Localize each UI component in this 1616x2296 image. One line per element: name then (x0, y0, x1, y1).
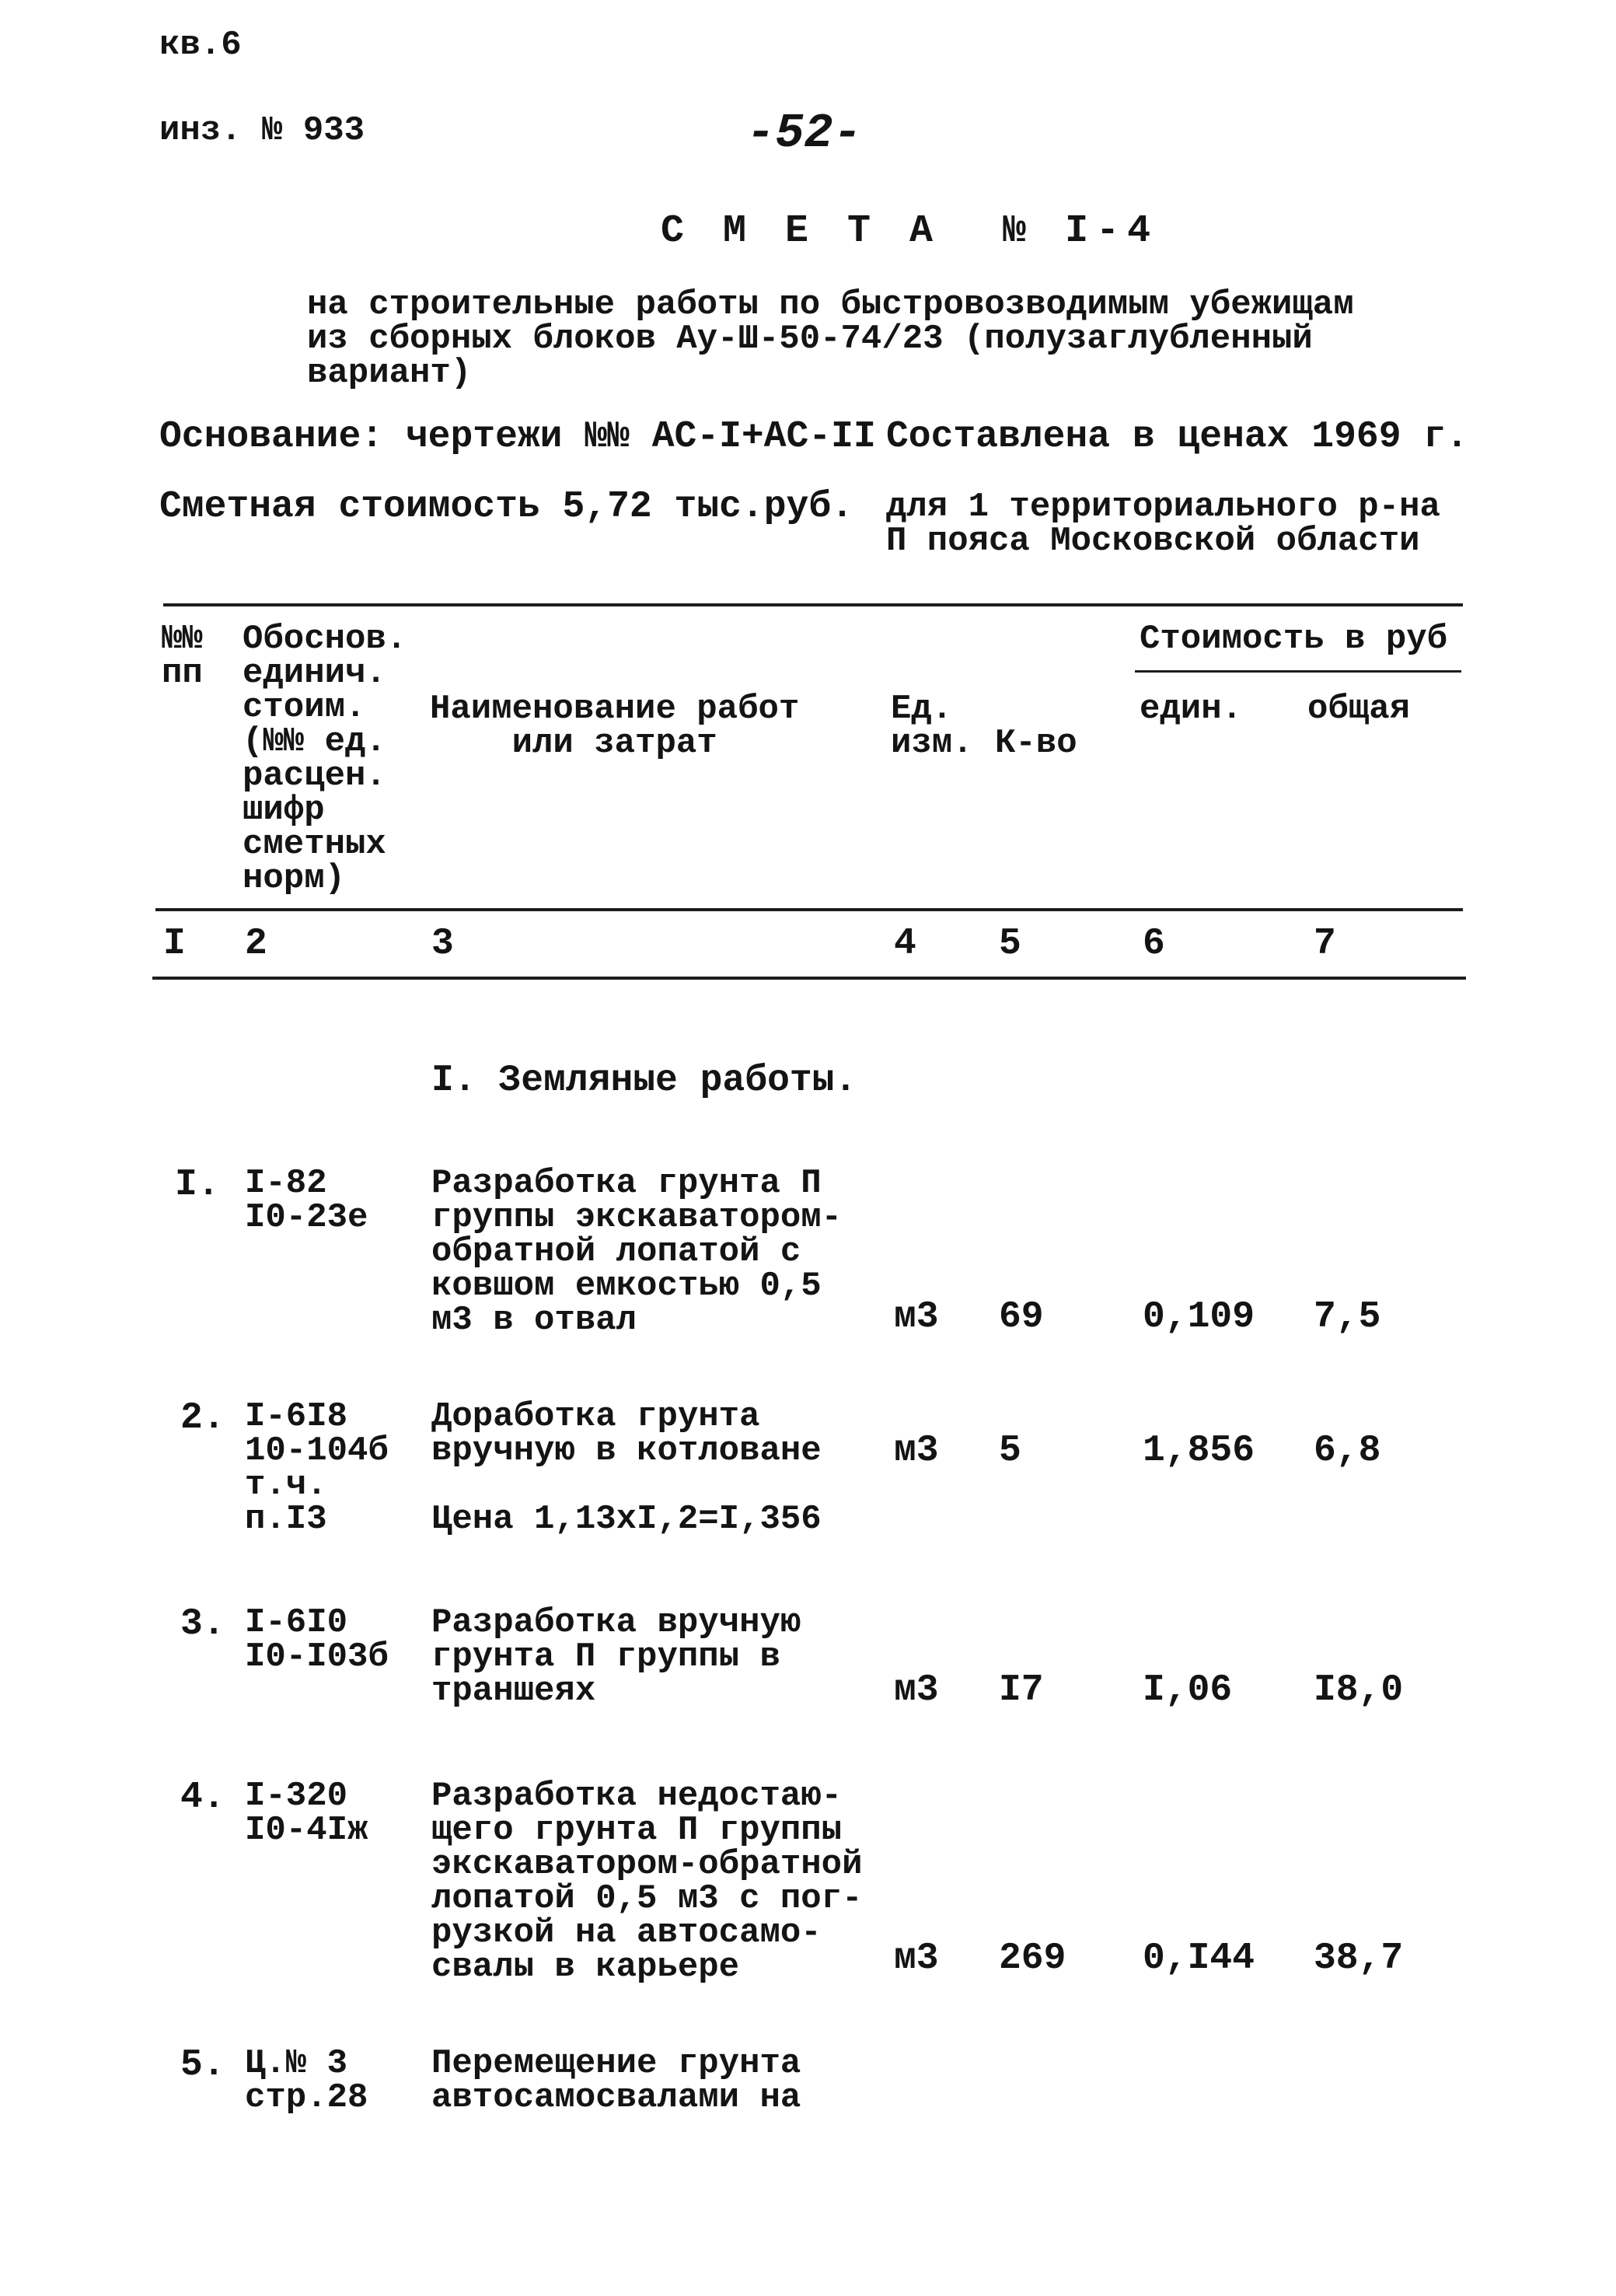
cost-group-rule (1135, 670, 1461, 673)
row-5-basis: Ц.№ 3 стр.28 (245, 2044, 368, 2117)
row-3-number: 3. (180, 1603, 225, 1645)
row-1-unit-price: 0,109 (1143, 1296, 1255, 1338)
column-number-6: 6 (1143, 923, 1165, 965)
row-3-unit: м3 (894, 1669, 939, 1711)
row-4-basis: I-320 I0-4Iж (245, 1777, 368, 1850)
column-number-header: №№ пп (162, 620, 203, 693)
column-number-7: 7 (1314, 923, 1336, 965)
column-number-5: 5 (999, 923, 1021, 965)
row-2-unit-price: 1,856 (1143, 1430, 1255, 1472)
column-cost-group-header: Стоимость в руб (1140, 620, 1448, 659)
row-4-unit-price: 0,I44 (1143, 1938, 1255, 1980)
row-3-name: Разработка вручную грунта П группы в траншеях (431, 1603, 801, 1711)
row-4-quantity: 269 (999, 1938, 1066, 1980)
column-name-header: Наименование работ или затрат (430, 690, 800, 763)
column-number-4: 4 (894, 923, 916, 965)
row-1-name: Разработка грунта П группы экскаватором- обратной лопатой с ковшом емкостью 0,5 м3 в отвал (431, 1164, 843, 1340)
row-3-basis: I-6I0 I0-I03б (245, 1603, 389, 1676)
basis-label: Основание: чертежи №№ АС-I+АС-II (159, 416, 876, 458)
section-title: I. Земляные работы. (431, 1060, 857, 1102)
page-number: -52- (746, 106, 862, 161)
row-4-name: Разработка недостаю- щего грунта П группы экскаватором-обратной лопатой 0,5 м3 с пог- рузкой на автосамо- свалы в карьере (431, 1777, 863, 1987)
row-1-basis: I-82 I0-23е (245, 1164, 368, 1237)
header-bottom-rule (155, 908, 1463, 911)
row-2-total: 6,8 (1314, 1430, 1381, 1472)
column-basis-header: Обоснов. единич. стоим. (№№ ед. расцен. шифр сметных норм) (243, 620, 407, 898)
column-numbers-bottom-rule (152, 977, 1466, 980)
document-title: С М Е Т А № I-4 (661, 209, 1159, 253)
column-number-2: 2 (245, 923, 267, 965)
region-info: для 1 территориального р-на П пояса Московской области (886, 488, 1440, 561)
row-3-quantity: I7 (999, 1669, 1044, 1711)
row-2-price-note: Цена 1,13хI,2=I,356 (431, 1500, 822, 1539)
row-1-unit: м3 (894, 1296, 939, 1338)
row-4-total: 38,7 (1314, 1938, 1404, 1980)
inventory-number: инз. № 933 (159, 111, 365, 150)
column-unit-header: Ед. изм. (891, 690, 973, 763)
row-3-total: I8,0 (1314, 1669, 1404, 1711)
column-unit-price-header: един. (1140, 690, 1243, 729)
column-number-3: 3 (431, 923, 454, 965)
row-2-unit: м3 (894, 1430, 939, 1472)
estimated-cost: Сметная стоимость 5,72 тыс.руб. (159, 486, 853, 528)
row-1-total: 7,5 (1314, 1296, 1381, 1338)
row-2-quantity: 5 (999, 1430, 1021, 1472)
row-4-unit: м3 (894, 1938, 939, 1980)
row-1-quantity: 69 (999, 1296, 1044, 1338)
row-2-name: Доработка грунта вручную в котловане (431, 1397, 822, 1470)
document-subtitle: на строительные работы по быстровозводимым убежищам из сборных блоков Ау-Ш-50-74/23 (полузаглубленный вариант) (307, 285, 1354, 393)
column-number-1: I (163, 923, 186, 965)
row-5-name: Перемещение грунта автосамосвалами на (431, 2044, 801, 2117)
table-top-rule (163, 603, 1463, 606)
row-2-number: 2. (180, 1397, 225, 1439)
row-5-number: 5. (180, 2044, 225, 2086)
row-2-basis: I-6I8 10-104б т.ч. п.I3 (245, 1397, 389, 1539)
row-3-unit-price: I,06 (1143, 1669, 1233, 1711)
prices-year: Составлена в ценах 1969 г. (886, 416, 1468, 458)
row-1-number: I. (175, 1164, 220, 1206)
column-quantity-header: К-во (995, 724, 1077, 763)
sheet-label: кв.6 (159, 26, 242, 65)
row-4-number: 4. (180, 1777, 225, 1819)
column-total-header: общая (1307, 690, 1411, 729)
